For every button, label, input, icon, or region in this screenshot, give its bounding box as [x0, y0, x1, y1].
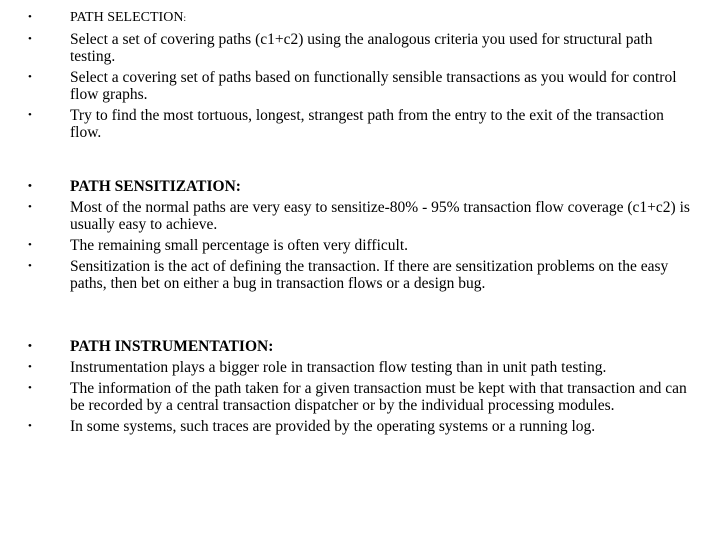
bullet-icon: •: [28, 201, 32, 213]
item-text: In some systems, such traces are provided by the operating systems or a running log.: [70, 418, 596, 435]
path-instrumentation-section: [28, 338, 692, 439]
list-item: [28, 69, 692, 103]
heading-text: PATH INSTRUMENTATION:: [70, 338, 274, 355]
bullet-icon: •: [28, 260, 32, 272]
bullet-icon: •: [28, 71, 32, 83]
bullet-icon: •: [28, 180, 32, 192]
list-item: [28, 237, 692, 254]
item-text: Instrumentation plays a bigger role in transaction flow testing than in unit path testing.: [70, 359, 607, 376]
list-item: [28, 418, 692, 435]
heading-text: PATH SELECTION: [70, 10, 184, 25]
list-item: [28, 258, 692, 292]
item-text: The remaining small percentage is often very difficult.: [70, 237, 409, 254]
list-item: [28, 199, 692, 233]
item-text: Sensitization is the act of defining the transaction. If there are sensitization problems on the easy paths, then bet on either a bug in transaction flows or a design bug.: [70, 258, 669, 292]
heading-text: PATH SENSITIZATION:: [70, 178, 241, 195]
item-text: Select a set of covering paths (c1+c2) using the analogous criteria you used for structural path testing.: [70, 31, 653, 65]
section-heading: [28, 338, 692, 355]
section-heading: [28, 178, 692, 195]
list-item: [28, 107, 692, 141]
section-heading: [28, 9, 692, 27]
bullet-icon: •: [28, 382, 32, 394]
item-text: The information of the path taken for a given transaction must be kept with that transaction and can be recorded by a central transaction dispatcher or by the individual processing modules.: [70, 380, 687, 414]
bullet-icon: •: [28, 33, 32, 45]
bullet-icon: •: [28, 239, 32, 251]
list-item: [28, 31, 692, 65]
list-item: [28, 359, 692, 376]
bullet-icon: •: [28, 109, 32, 121]
bullet-icon: •: [28, 340, 32, 352]
list-item: [28, 380, 692, 414]
bullet-icon: •: [28, 11, 32, 23]
item-text: Try to find the most tortuous, longest, strangest path from the entry to the exit of the transaction flow.: [70, 107, 664, 141]
heading-colon: :: [183, 13, 186, 23]
item-text: Most of the normal paths are very easy to sensitize-80% - 95% transaction flow coverage (c1+c2) is usually easy to achieve.: [70, 199, 690, 233]
bullet-icon: •: [28, 361, 32, 373]
path-sensitization-section: [28, 178, 692, 296]
path-selection-section: [28, 9, 692, 145]
item-text: Select a covering set of paths based on functionally sensible transactions as you would for control flow graphs.: [70, 69, 677, 103]
bullet-icon: •: [28, 420, 32, 432]
